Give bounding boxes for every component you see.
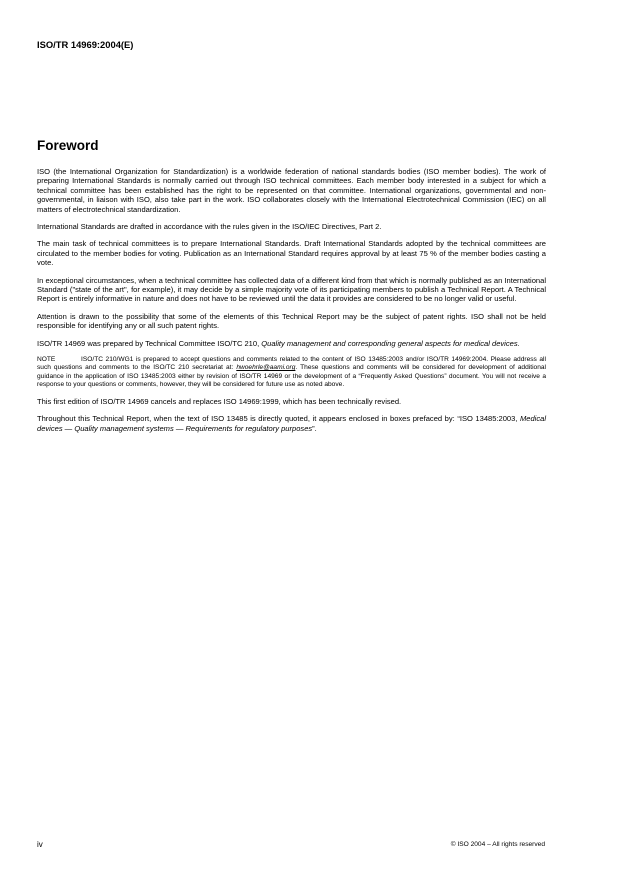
foreword-title: Foreword	[37, 138, 99, 153]
paragraph-quoted-text	[37, 414, 546, 433]
paragraph-exceptional-circumstances: In exceptional circumstances, when a technical committee has collected data of a different kind from that which is normally published as an International Standard ("state of the art", for example), it may decide by a simple majority vote of its participating members to publish a Technical Report. A Technical Report is entirely informative in nature and does not have to be reviewed until the data it provides are considered to be no longer valid or useful.	[37, 275, 546, 304]
note-text-1: ISO/TC 210/WG1 is prepared to accept questions and comments related to the content of ISO 13485:2003 and/or ISO/TR 14969:2004. Please address all such questions and comments to the ISO/TC 210 secretariat at:	[37, 356, 546, 372]
paragraph-first-edition: This first edition of ISO/TR 14969 cancels and replaces ISO 14969:1999, which has been technically revised.	[37, 396, 402, 406]
note-text-2: . These questions and comments will be considered for development of additional guidance in the application of ISO 13485:2003 either by revision of ISO/TR 14969 or the development of a “Frequently Asked Questions” document. You will not receive a response to your questions or comments, however, they will be considered for future use as noted above.	[37, 364, 546, 388]
document-id: ISO/TR 14969:2004(E)	[37, 39, 134, 50]
note-block	[37, 356, 546, 389]
page-number: iv	[37, 840, 43, 849]
quoted-text-prefix: Throughout this Technical Report, when the text of ISO 13485 is directly quoted, it appears enclosed in boxes prefaced by: “ISO 13485:2003,	[37, 414, 520, 424]
paragraph-patent-rights: Attention is drawn to the possibility that some of the elements of this Technical Report may be the subject of patent rights. ISO shall not be held responsible for identifying any or all such patent rights.	[37, 311, 546, 331]
paragraph-committee-task: The main task of technical committees is to prepare International Standards. Draft International Standards adopted by the technical committees are circulated to the member bodies for voting. Publication as an International Standard requires approval by at least 75 % of the member bodies casting a vote.	[37, 239, 546, 268]
paragraph-prepared-by	[37, 339, 546, 348]
secretariat-email-link[interactable]: hwoehrle@aami.org	[236, 364, 296, 372]
copyright-notice: © ISO 2004 – All rights reserved	[450, 841, 545, 848]
paragraph-drafting-rules: International Standards are drafted in accordance with the rules given in the ISO/IEC Directives, Part 2.	[37, 222, 382, 232]
paragraph-iso-intro: ISO (the International Organization for Standardization) is a worldwide federation of national standards bodies (ISO member bodies). The work of preparing International Standards is normally carried out through ISO technical committees. Each member body interested in a subject for which a technical committee has been established has the right to be represented on that committee. International organizations, governmental and non-governmental, in liaison with ISO, also take part in the work. ISO collaborates closely with the International Electrotechnical Commission (IEC) on all matters of electrotechnical standardization.	[37, 167, 546, 214]
prepared-by-text: ISO/TR 14969 was prepared by Technical Committee ISO/TC 210,	[37, 338, 262, 348]
standard-title: Medical devices — Quality management systems — Requirements for regulatory purposes	[37, 414, 546, 433]
note-label: NOTE	[37, 356, 56, 364]
committee-title: Quality management and corresponding general aspects for medical devices.	[261, 338, 520, 348]
foreword-section	[37, 138, 546, 441]
quoted-text-suffix: ”.	[312, 423, 317, 433]
